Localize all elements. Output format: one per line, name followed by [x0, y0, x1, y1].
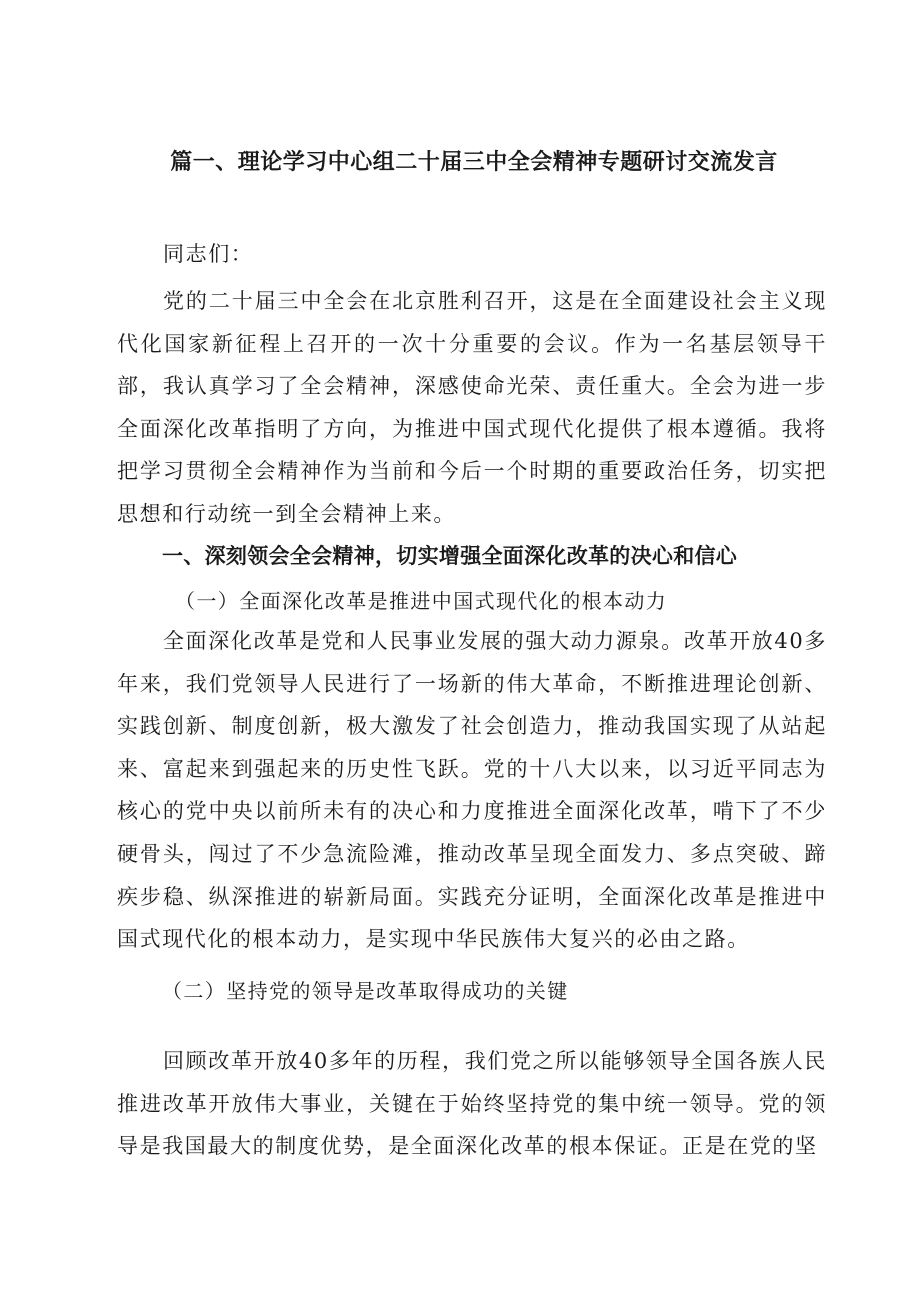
greeting: 同志们：	[163, 242, 254, 266]
subsection-heading-1: （一）全面深化改革是推进中国式现代化的根本动力	[175, 589, 668, 613]
subsection-1-paragraph: 全面深化改革是党和人民事业发展的强大动力源泉。改革开放40多年来，我们党领导人民进行了一场新的伟大革命，不断推进理论创新、实践创新、制度创新，极大激发了社会创造力，推动我国实现了从站起来、富起来到强起来的历史性飞跃。党的十八大以来，以习近平同志为核心的党中央以前所未有的决心和力度推进全面深化改革，啃下了不少硬骨头，闯过了不少急流险滩，推动改革呈现全面发力、多点突破、蹄疾步稳、纵深推进的崭新局面。实践充分证明，全面深化改革是推进中国式现代化的根本动力，是实现中华民族伟大复兴的必由之路。	[117, 629, 827, 952]
subsection-2-paragraph: 回顾改革开放40多年的历程，我们党之所以能够领导全国各族人民推进改革开放伟大事业，关键在于始终坚持党的集中统一领导。党的领导是我国最大的制度优势，是全面深化改革的根本保证。正是在党的坚	[117, 1049, 827, 1159]
intro-paragraph: 党的二十届三中全会在北京胜利召开，这是在全面建设社会主义现代化国家新征程上召开的一次十分重要的会议。作为一名基层领导干部，我认真学习了全会精神，深感使命光荣、责任重大。全会为进一步全面深化改革指明了方向，为推进中国式现代化提供了根本遵循。我将把学习贯彻全会精神作为当前和今后一个时期的重要政治任务，切实把思想和行动统一到全会精神上来。	[117, 289, 827, 526]
document-title: 篇一、理论学习中心组二十届三中全会精神专题研讨交流发言	[170, 150, 778, 175]
section-heading-1: 一、深刻领会全会精神，切实增强全面深化改革的决心和信心	[162, 544, 738, 568]
subsection-heading-2: （二）坚持党的领导是改革取得成功的关键	[162, 979, 569, 1003]
